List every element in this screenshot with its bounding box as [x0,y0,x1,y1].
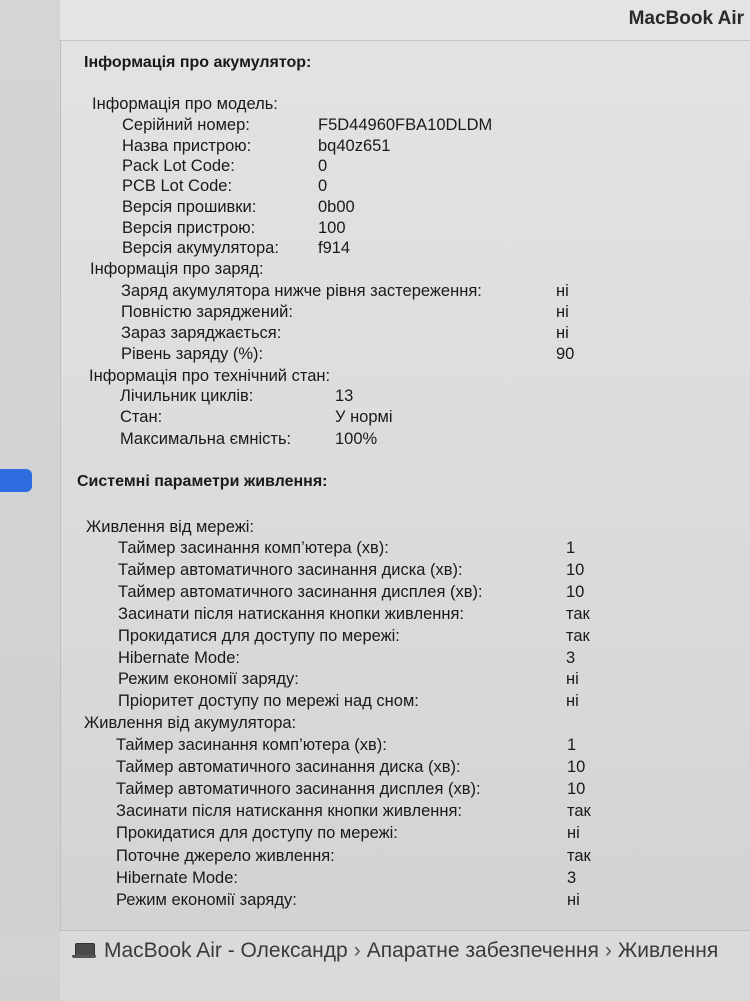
row-label: Поточне джерело живлення: [116,847,335,865]
row-label: Засинати після натискання кнопки живлення: [116,802,462,820]
row-value: 0b00 [318,198,355,216]
row-value: так [566,627,590,645]
row-label: Hibernate Mode: [118,649,240,667]
battery-info-title: Інформація про акумулятор: [84,54,312,71]
row-value: ні [556,303,569,321]
battery-power-heading: Живлення від акумулятора: [84,714,297,732]
row-value: так [567,802,591,820]
titlebar [60,0,750,41]
row-label: Версія пристрою: [122,219,256,237]
row-value: У нормі [335,408,393,426]
row-label: Стан: [120,408,163,426]
laptop-icon [72,942,96,960]
chevron-right-icon: › [353,939,361,962]
sidebar-selected-item[interactable] [0,469,32,492]
row-value: f914 [318,239,351,257]
charge-info-heading: Інформація про заряд: [90,260,264,278]
row-value: ні [556,282,569,300]
row-value: 3 [566,649,576,667]
power-settings-title: Системні параметри живлення: [77,473,328,490]
row-label: Таймер засинання комп’ютера (хв): [116,736,387,754]
row-label: Назва пристрою: [122,137,252,155]
row-value: так [566,605,590,623]
row-label: PCB Lot Code: [122,177,233,195]
row-value: 0 [318,177,328,195]
row-label: Версія акумулятора: [122,239,279,257]
row-label: Версія прошивки: [122,198,257,216]
row-value: bq40z651 [318,137,391,155]
row-value: 10 [566,583,585,601]
row-label: Прокидатися для доступу по мережі: [116,824,398,842]
row-value: ні [567,891,580,909]
path-bar [60,930,750,1001]
row-label: Пріоритет доступу по мережі над сном: [118,692,419,710]
row-label: Серійний номер: [122,116,250,134]
row-value: ні [566,692,579,710]
row-label: Режим економії заряду: [116,891,297,909]
ac-power-heading: Живлення від мережі: [86,518,255,536]
breadcrumb-item-computer[interactable]: MacBook Air - Олександр [104,939,348,962]
row-value: 1 [566,539,576,557]
row-value: 90 [556,345,575,363]
row-value: 10 [566,561,585,579]
model-info-heading: Інформація про модель: [92,95,278,113]
row-value: 10 [567,780,586,798]
row-value: 3 [567,869,577,887]
row-label: Таймер автоматичного засинання дисплея (хв): [116,780,481,798]
row-label: Заряд акумулятора нижче рівня застереження: [121,282,482,300]
breadcrumb-item-hardware[interactable]: Апаратне забезпечення [366,939,599,962]
row-value: ні [556,324,569,342]
row-label: Повністю заряджений: [121,303,293,321]
breadcrumb-item-power[interactable]: Живлення [617,939,719,962]
row-value: F5D44960FBA10DLDM [318,116,493,134]
row-label: Таймер автоматичного засинання диска (хв): [118,561,463,579]
row-value: 0 [318,157,328,175]
row-value: ні [566,670,579,688]
row-value: 100 [318,219,346,237]
window-title: MacBook Air [628,8,744,29]
row-label: Режим економії заряду: [118,670,299,688]
row-value: 10 [567,758,586,776]
row-value: 13 [335,387,354,405]
row-label: Зараз заряджається: [121,324,282,342]
row-label: Pack Lot Code: [122,157,235,175]
row-value: ні [567,824,580,842]
row-label: Рівень заряду (%): [121,345,264,363]
sidebar[interactable] [0,0,61,930]
row-value: так [567,847,591,865]
row-label: Засинати після натискання кнопки живлення: [118,605,464,623]
health-info-heading: Інформація про технічний стан: [89,367,331,385]
row-label: Таймер автоматичного засинання дисплея (хв): [118,583,483,601]
chevron-right-icon: › [604,939,612,962]
row-label: Прокидатися для доступу по мережі: [118,627,400,645]
breadcrumb [72,939,718,963]
report-content [60,41,750,930]
row-label: Таймер засинання комп’ютера (хв): [118,539,389,557]
row-label: Таймер автоматичного засинання диска (хв): [116,758,461,776]
row-value: 100% [335,430,378,448]
row-label: Максимальна ємність: [120,430,292,448]
row-label: Лічильник циклів: [120,387,254,405]
row-value: 1 [567,736,577,754]
row-label: Hibernate Mode: [116,869,238,887]
